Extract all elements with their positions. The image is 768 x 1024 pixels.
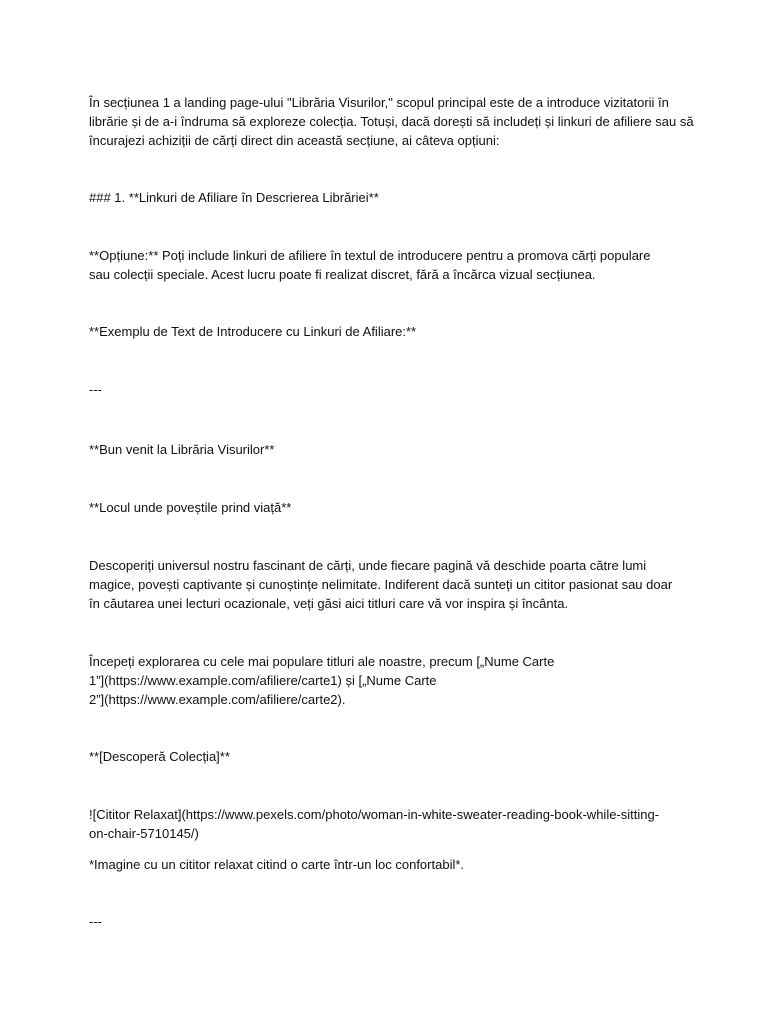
text-line: --- <box>89 382 102 397</box>
text-line: **[Descoperă Colecția]** <box>89 749 230 764</box>
text-line: **Opțiune:** Poți include linkuri de afiliere în textul de introducere pentru a promova cărți populare <box>89 248 651 263</box>
text-line: sau colecții speciale. Acest lucru poate fi realizat discret, fără a încărca vizual secțiunea. <box>89 267 596 282</box>
text-line: **Exemplu de Text de Introducere cu Linkuri de Afiliare:** <box>89 324 417 339</box>
collection-cta-text <box>89 747 681 766</box>
text-line: **Locul unde poveștile prind viață** <box>89 500 292 515</box>
image-caption <box>89 855 681 874</box>
image-markdown-paragraph <box>89 805 681 843</box>
text-line: 2”](https://www.example.com/afiliere/carte2). <box>89 692 346 707</box>
text-line: încurajezi achiziții de cărți direct din această secțiune, ai câteva opțiuni: <box>89 133 500 148</box>
separator-line <box>89 912 681 931</box>
text-line: 1”](https://www.example.com/afiliere/carte1) și [„Nume Carte <box>89 673 437 688</box>
example-heading <box>89 322 681 341</box>
text-line: Începeți explorarea cu cele mai populare titluri ale noastre, precum [„Nume Carte <box>89 654 555 669</box>
text-line: --- <box>89 914 102 929</box>
text-line: Descoperiți universul nostru fascinant de cărți, unde fiecare pagină vă deschide poarta către lumi <box>89 558 647 573</box>
text-line: librărie și de a-i îndruma să exploreze colecția. Totuși, dacă dorești să includeți și linkuri de afiliere sau să <box>89 114 694 129</box>
option-paragraph <box>89 246 681 284</box>
affiliate-links-paragraph <box>89 652 681 709</box>
text-line: magice, povești captivante și cunoștințe nelimitate. Indiferent dacă sunteți un cititor pasionat sau doar <box>89 577 673 592</box>
description-paragraph <box>89 556 681 613</box>
text-line: În secțiunea 1 a landing page-ului "Librăria Visurilor," scopul principal este de a introduce vizitatorii în <box>89 95 669 110</box>
text-line: ![Cititor Relaxat](https://www.pexels.com/photo/woman-in-white-sweater-reading-book-while-sitting- <box>89 807 660 822</box>
welcome-subtitle <box>89 498 681 517</box>
intro-paragraph <box>89 93 694 150</box>
text-line: on-chair-5710145/) <box>89 826 199 841</box>
text-line: **Bun venit la Librăria Visurilor** <box>89 442 275 457</box>
section-heading <box>89 188 681 207</box>
text-line: *Imagine cu un cititor relaxat citind o carte într-un loc confortabil*. <box>89 857 465 872</box>
text-line: ### 1. **Linkuri de Afiliare în Descrierea Librăriei** <box>89 190 379 205</box>
welcome-title <box>89 440 681 459</box>
text-line: în căutarea unei lecturi ocazionale, veți găsi aici titluri care vă vor inspira și încânta. <box>89 596 569 611</box>
separator-line <box>89 380 681 399</box>
